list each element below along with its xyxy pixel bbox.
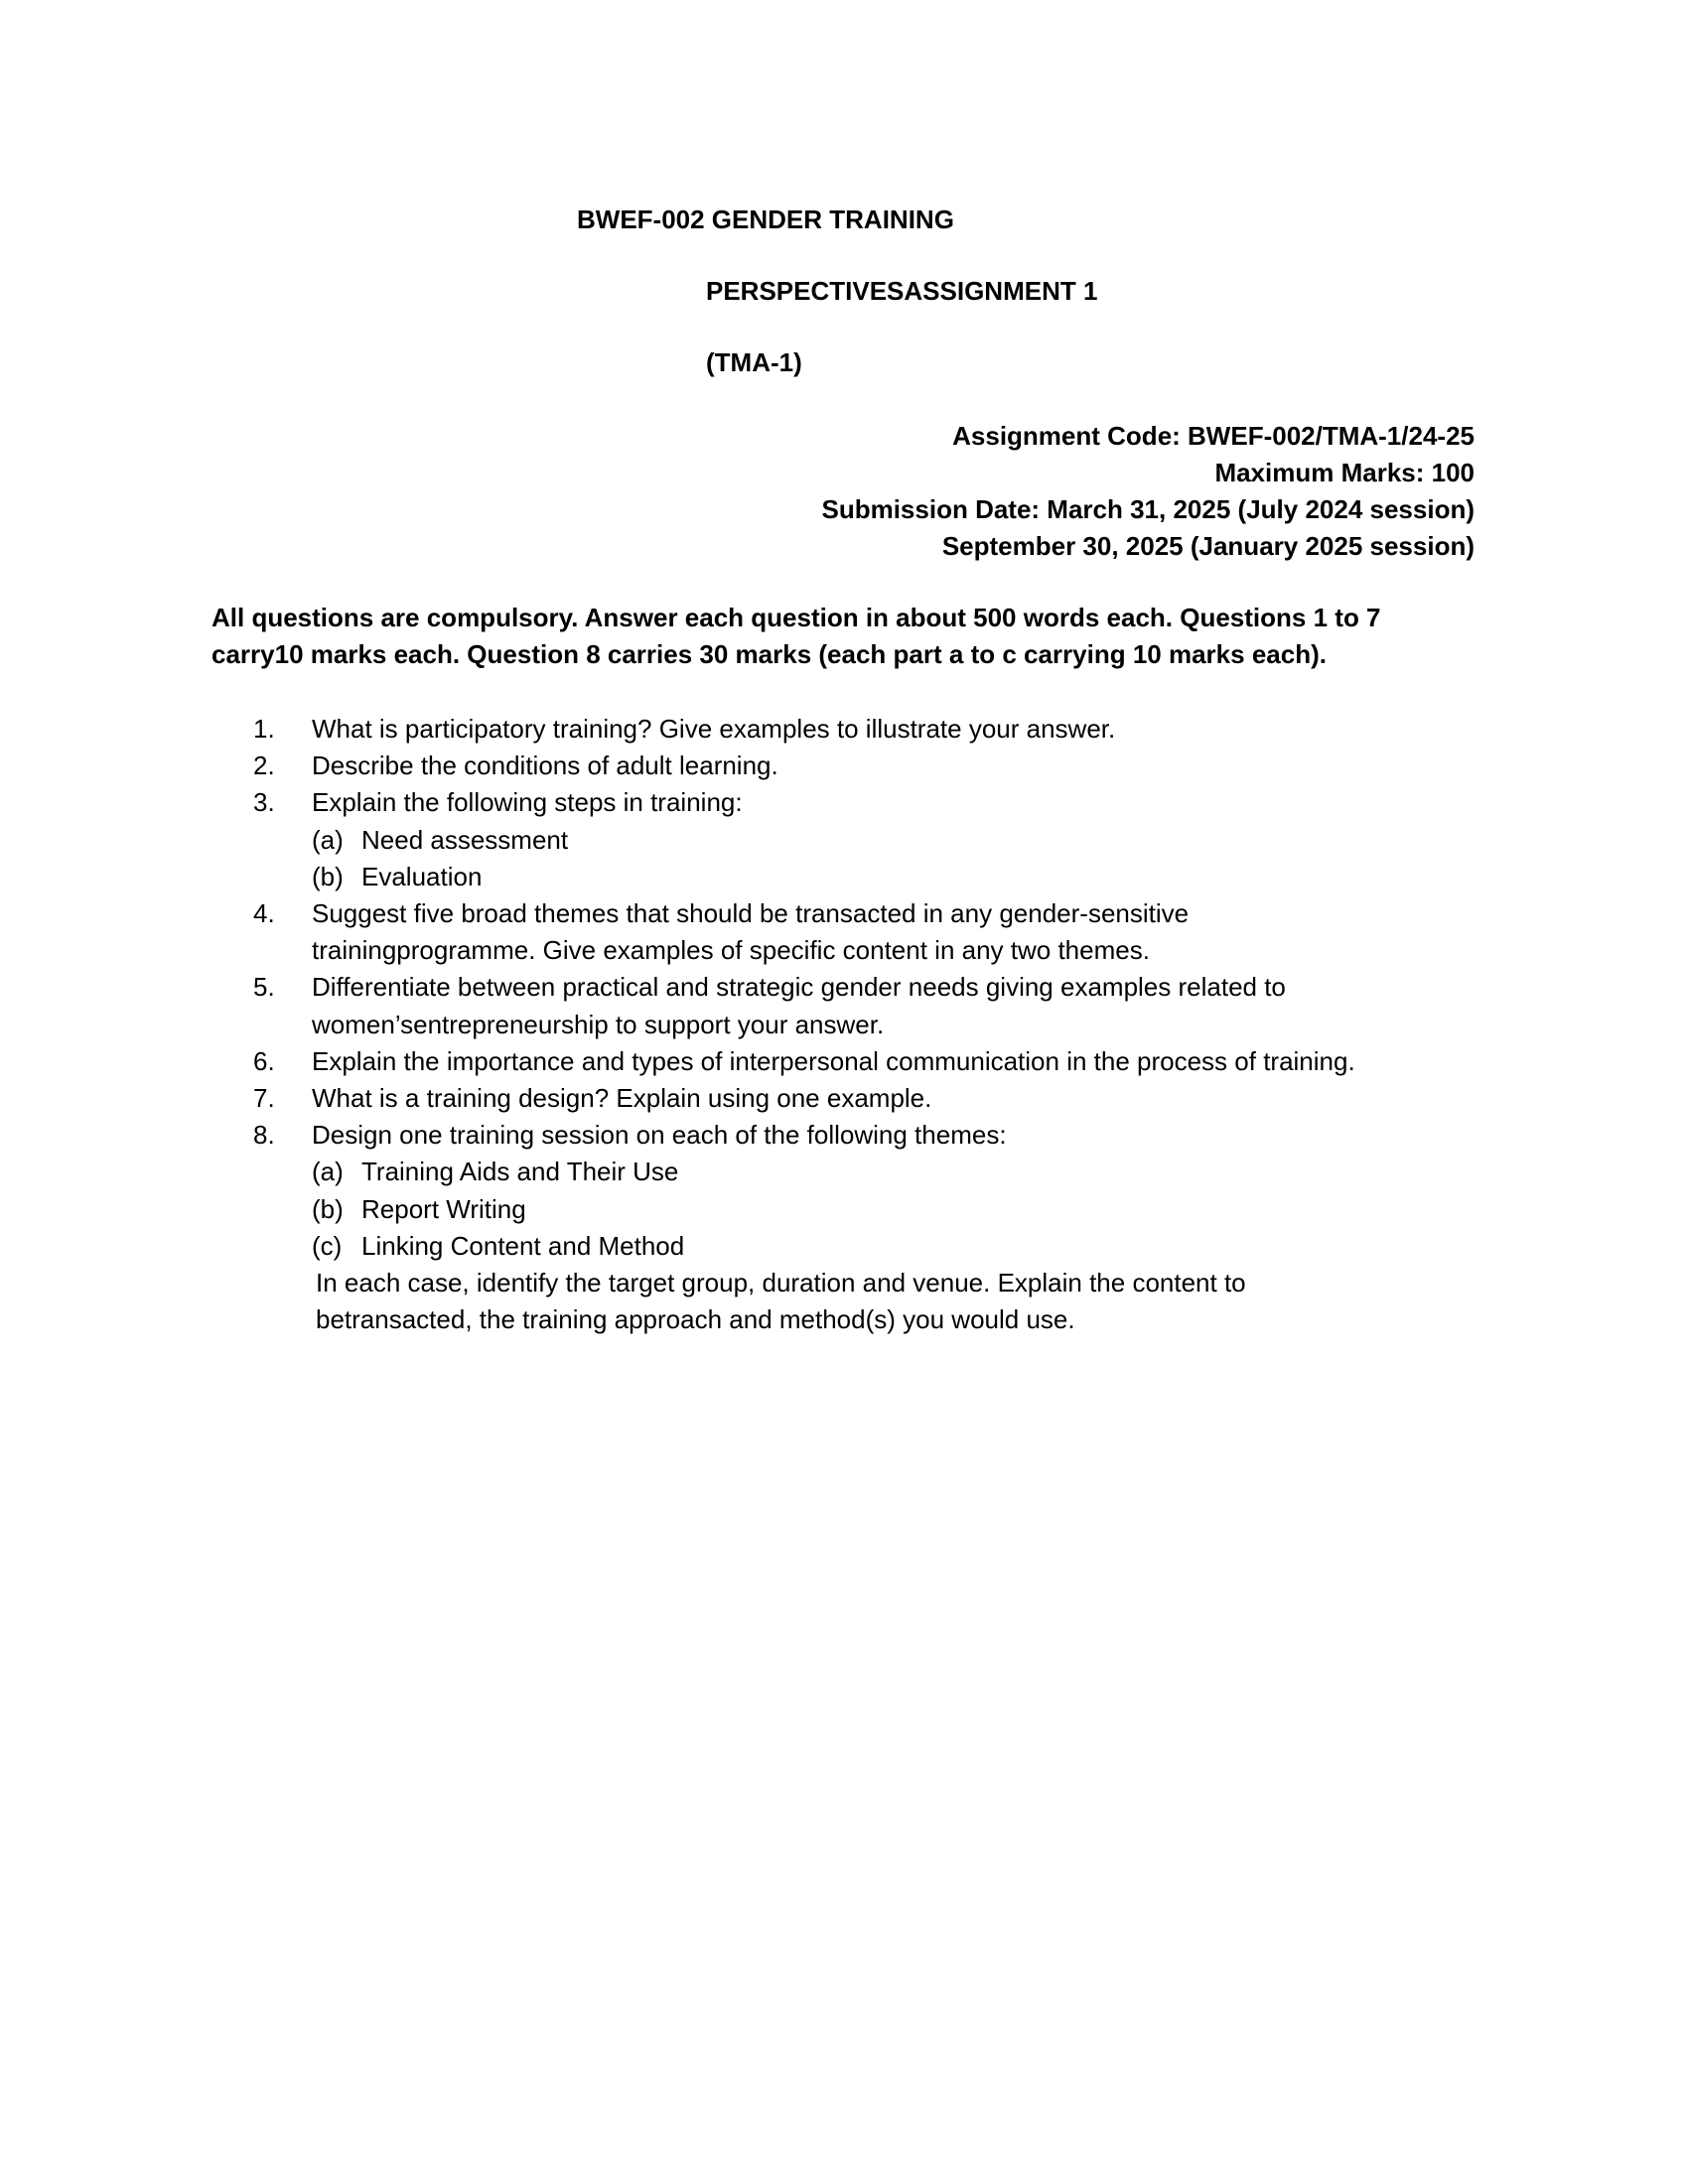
sub-question-text: Evaluation [361, 861, 483, 891]
question-6 [253, 1043, 1484, 1080]
submission-date-january: September 30, 2025 (January 2025 session) [941, 531, 1475, 561]
sub-question-label: (a) [312, 1157, 344, 1187]
question-text-line-2: trainingprogramme. Give examples of specific content in any two themes. [312, 935, 1150, 966]
sub-question-list [312, 1154, 1484, 1265]
sub-question-label: (c) [312, 1230, 343, 1261]
maximum-marks: Maximum Marks: 100 [1214, 458, 1475, 487]
question-number: 1. [253, 714, 275, 744]
question-7 [253, 1080, 1484, 1117]
question-note-line-2: betransacted, the training approach and method(s) you would use. [316, 1304, 1075, 1335]
question-text: Design one training session on each of the following themes: [312, 1120, 1007, 1151]
sub-question-b [312, 1191, 1484, 1228]
question-8 [253, 1117, 1484, 1338]
question-number: 4. [253, 898, 275, 929]
instructions-line-1: All questions are compulsory. Answer each question in about 500 words each. Questions 1 to 7 [211, 603, 1381, 632]
question-text: Explain the importance and types of interpersonal communication in the process of training. [312, 1045, 1355, 1076]
question-number: 5. [253, 972, 275, 1003]
sub-question-a [312, 1154, 1484, 1190]
question-text: What is participatory training? Give examples to illustrate your answer. [312, 714, 1116, 744]
tma-label: (TMA-1) [706, 347, 802, 377]
question-note-line-1: In each case, identify the target group, duration and venue. Explain the content to [316, 1268, 1246, 1298]
assignment-title: PERSPECTIVESASSIGNMENT 1 [706, 276, 1098, 306]
question-text: Describe the conditions of adult learning. [312, 751, 778, 781]
sub-question-text: Linking Content and Method [361, 1230, 685, 1261]
question-text: What is a training design? Explain using one example. [312, 1083, 932, 1114]
assignment-code: Assignment Code: BWEF-002/TMA-1/24-25 [952, 421, 1475, 451]
sub-question-a [312, 822, 1484, 859]
sub-question-label: (b) [312, 861, 344, 891]
question-5 [253, 969, 1484, 1042]
sub-question-list [312, 822, 1484, 895]
submission-date-july: Submission Date: March 31, 2025 (July 2024 session) [821, 494, 1475, 524]
question-list [253, 711, 1484, 1338]
sub-question-c [312, 1228, 1484, 1265]
question-text-line-1: Suggest five broad themes that should be transacted in any gender-sensitive [312, 898, 1190, 929]
sub-question-label: (a) [312, 824, 344, 855]
question-number: 7. [253, 1083, 275, 1114]
question-2 [253, 748, 1484, 784]
instructions [211, 600, 1502, 673]
question-4 [253, 895, 1484, 969]
question-text-line-1: Differentiate between practical and strategic gender needs giving examples related to [312, 972, 1286, 1003]
question-number: 6. [253, 1045, 275, 1076]
question-1 [253, 711, 1484, 748]
sub-question-label: (b) [312, 1193, 344, 1224]
course-title: BWEF-002 GENDER TRAINING [577, 205, 954, 234]
sub-question-text: Need assessment [361, 824, 569, 855]
question-number: 3. [253, 787, 275, 818]
question-number: 8. [253, 1120, 275, 1151]
sub-question-b [312, 859, 1484, 895]
instructions-line-2: carry10 marks each. Question 8 carries 30 marks (each part a to c carrying 10 marks each). [211, 639, 1327, 669]
sub-question-text: Report Writing [361, 1193, 526, 1224]
sub-question-text: Training Aids and Their Use [361, 1157, 679, 1187]
assignment-meta [821, 418, 1475, 565]
question-number: 2. [253, 751, 275, 781]
question-3 [253, 784, 1484, 895]
question-text-line-2: women’sentrepreneurship to support your answer. [312, 1009, 885, 1039]
question-text: Explain the following steps in training: [312, 787, 743, 818]
